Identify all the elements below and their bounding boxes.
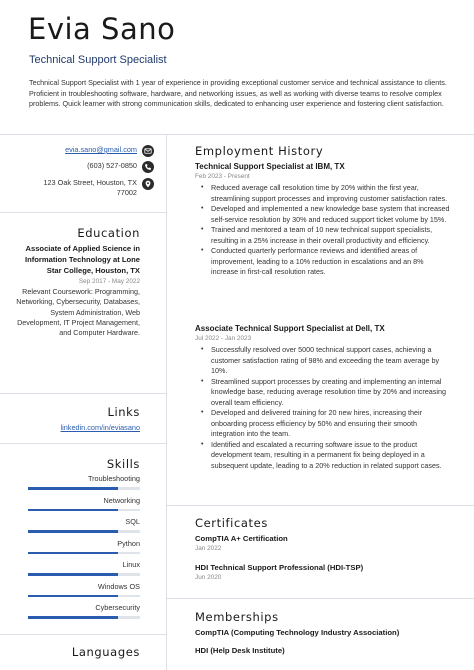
job-bullet: • Trained and mentored a team of 10 new technical support specialists, resulting in a 25% increase in their overall productivity and efficiency. bbox=[195, 225, 451, 246]
left-column bbox=[0, 135, 166, 670]
membership-entry bbox=[195, 645, 455, 656]
certificate-entry bbox=[195, 562, 455, 581]
memberships-heading: Memberships bbox=[195, 610, 279, 624]
skill-level-fill bbox=[28, 509, 118, 512]
skill-level-bar bbox=[28, 616, 140, 619]
education-entry bbox=[10, 243, 140, 338]
job-bullet: • Streamlined support processes by creating and implementing an internal knowledge base, reducing average resolution time by 20% and increasing overall team efficiency. bbox=[195, 377, 451, 409]
skill-level-fill bbox=[28, 616, 118, 619]
address bbox=[43, 178, 137, 197]
contact-phone-row bbox=[87, 161, 154, 173]
skill-level-fill bbox=[28, 487, 118, 490]
skill-troubleshooting bbox=[28, 474, 140, 496]
address-line-2: 77002 bbox=[116, 187, 137, 197]
section-divider bbox=[167, 505, 474, 506]
education-heading: Education bbox=[77, 226, 140, 240]
skill-level-bar bbox=[28, 552, 140, 555]
skill-level-fill bbox=[28, 530, 118, 533]
address-line-1: 123 Oak Street, Houston, TX bbox=[43, 178, 137, 187]
phone-icon bbox=[142, 161, 154, 173]
skill-name: Windows OS bbox=[97, 581, 140, 591]
job-bullet: • Reduced average call resolution time by 20% within the first year, streamlining support processes and improving customer satisfaction rates. bbox=[195, 183, 451, 204]
certificates-heading: Certificates bbox=[195, 516, 268, 530]
candidate-title: Technical Support Specialist bbox=[29, 54, 167, 66]
linkedin-link[interactable]: linkedin.com/in/eviasano bbox=[60, 423, 140, 432]
job-bullet: • Successfully resolved over 5000 technical support cases, achieving a customer satisfaction rating of 98% and exceeding the team average by 10%. bbox=[195, 345, 451, 377]
membership-title: CompTIA (Computing Technology Industry Association) bbox=[195, 628, 400, 637]
skill-name: Troubleshooting bbox=[87, 474, 140, 483]
section-divider bbox=[0, 634, 166, 635]
job-entry-dell bbox=[195, 323, 451, 472]
contact-email-row bbox=[65, 145, 154, 157]
skill-level-bar bbox=[28, 595, 140, 598]
job-bullet: • Developed and implemented a new knowledge base system that increased self-service resolution by 30% and reduced support ticket volume by 15%. bbox=[195, 204, 451, 225]
section-divider bbox=[167, 598, 474, 599]
membership-title: HDI (Help Desk Institute) bbox=[195, 646, 285, 655]
job-bullet: • Developed and delivered training for 20 new hires, increasing their onboarding process efficiency by 50% and ensuring their smooth integration into the team. bbox=[195, 408, 451, 440]
links-heading: Links bbox=[107, 405, 140, 419]
section-divider bbox=[0, 212, 166, 213]
profile-summary: Technical Support Specialist with 1 year of experience in providing exceptional customer service and technical assistance to clients. Proficient in troubleshooting software, hardware, and networking issues, as well as working with diverse teams to resolve complex problems. Quick learner with strong communication skills, dedicated to enhancing user experience and fostering client satisfaction. bbox=[29, 78, 447, 109]
certificate-title: CompTIA A+ Certification bbox=[195, 534, 288, 543]
job-bullets bbox=[195, 345, 451, 472]
skill-cybersecurity bbox=[28, 603, 140, 625]
section-divider bbox=[0, 393, 166, 394]
job-title: Associate Technical Support Specialist at Dell, TX bbox=[195, 324, 385, 333]
skill-level-fill bbox=[28, 573, 118, 576]
skill-linux bbox=[28, 560, 140, 582]
skill-windows-os bbox=[28, 582, 140, 604]
membership-entry bbox=[195, 627, 455, 638]
skill-level-bar bbox=[28, 487, 140, 490]
skill-name: Cybersecurity bbox=[95, 603, 140, 612]
skill-name: Python bbox=[117, 538, 140, 548]
candidate-name: Evia Sano bbox=[28, 12, 176, 46]
skill-level-bar bbox=[28, 509, 140, 512]
skill-level-fill bbox=[28, 595, 118, 598]
location-icon bbox=[142, 178, 154, 190]
skill-name: SQL bbox=[125, 517, 140, 526]
column-divider bbox=[166, 135, 167, 670]
education-dates: Sep 2017 - May 2022 bbox=[78, 278, 140, 285]
certificate-date: Jun 2020 bbox=[195, 574, 222, 581]
skill-level-bar bbox=[28, 573, 140, 576]
job-bullets bbox=[195, 183, 451, 278]
skill-python bbox=[28, 539, 140, 561]
skill-sql bbox=[28, 517, 140, 539]
section-divider bbox=[0, 443, 166, 444]
skills-heading: Skills bbox=[106, 457, 140, 471]
email-link[interactable]: evia.sano@gmail.com bbox=[65, 145, 137, 154]
job-entry-ibm bbox=[195, 161, 451, 278]
certificate-title: HDI Technical Support Professional (HDI-TSP) bbox=[195, 563, 364, 572]
phone-number: (603) 527-0850 bbox=[87, 161, 137, 170]
languages-heading: Languages bbox=[71, 645, 140, 659]
job-title: Technical Support Specialist at IBM, TX bbox=[195, 162, 345, 171]
skill-level-fill bbox=[28, 552, 118, 555]
contact-address-row bbox=[43, 178, 154, 197]
job-bullet: • Identified and escalated a recurring software issue to the product development team, resulting in a permanent fix being deployed in a subsequent update, leading to a 20% reduction in related support cases. bbox=[195, 440, 451, 472]
coursework: Relevant Coursework: Programming, Networking, Cybersecurity, Databases, System Administration, Web Development, IT Project Management, and Computer Hardware. bbox=[16, 287, 140, 338]
job-bullet: • Conducted quarterly performance reviews and identified areas of improvement, leading to a 10% reduction in escalations and an 8% increase in first-call resolution rates. bbox=[195, 246, 451, 278]
resume-header bbox=[0, 0, 474, 132]
certificate-entry bbox=[195, 533, 455, 552]
skill-name: Linux bbox=[122, 560, 140, 569]
skill-name: Networking bbox=[103, 495, 140, 505]
skill-level-bar bbox=[28, 530, 140, 533]
degree-title: Associate of Applied Science in Information Technology at Lone Star College, Houston, TX bbox=[24, 244, 140, 275]
skill-networking bbox=[28, 496, 140, 518]
employment-heading: Employment History bbox=[195, 144, 324, 158]
job-dates: Jul 2022 - Jan 2023 bbox=[195, 335, 252, 342]
certificate-date: Jan 2022 bbox=[195, 545, 222, 552]
job-dates: Feb 2023 - Present bbox=[195, 173, 250, 180]
email-icon bbox=[142, 145, 154, 157]
